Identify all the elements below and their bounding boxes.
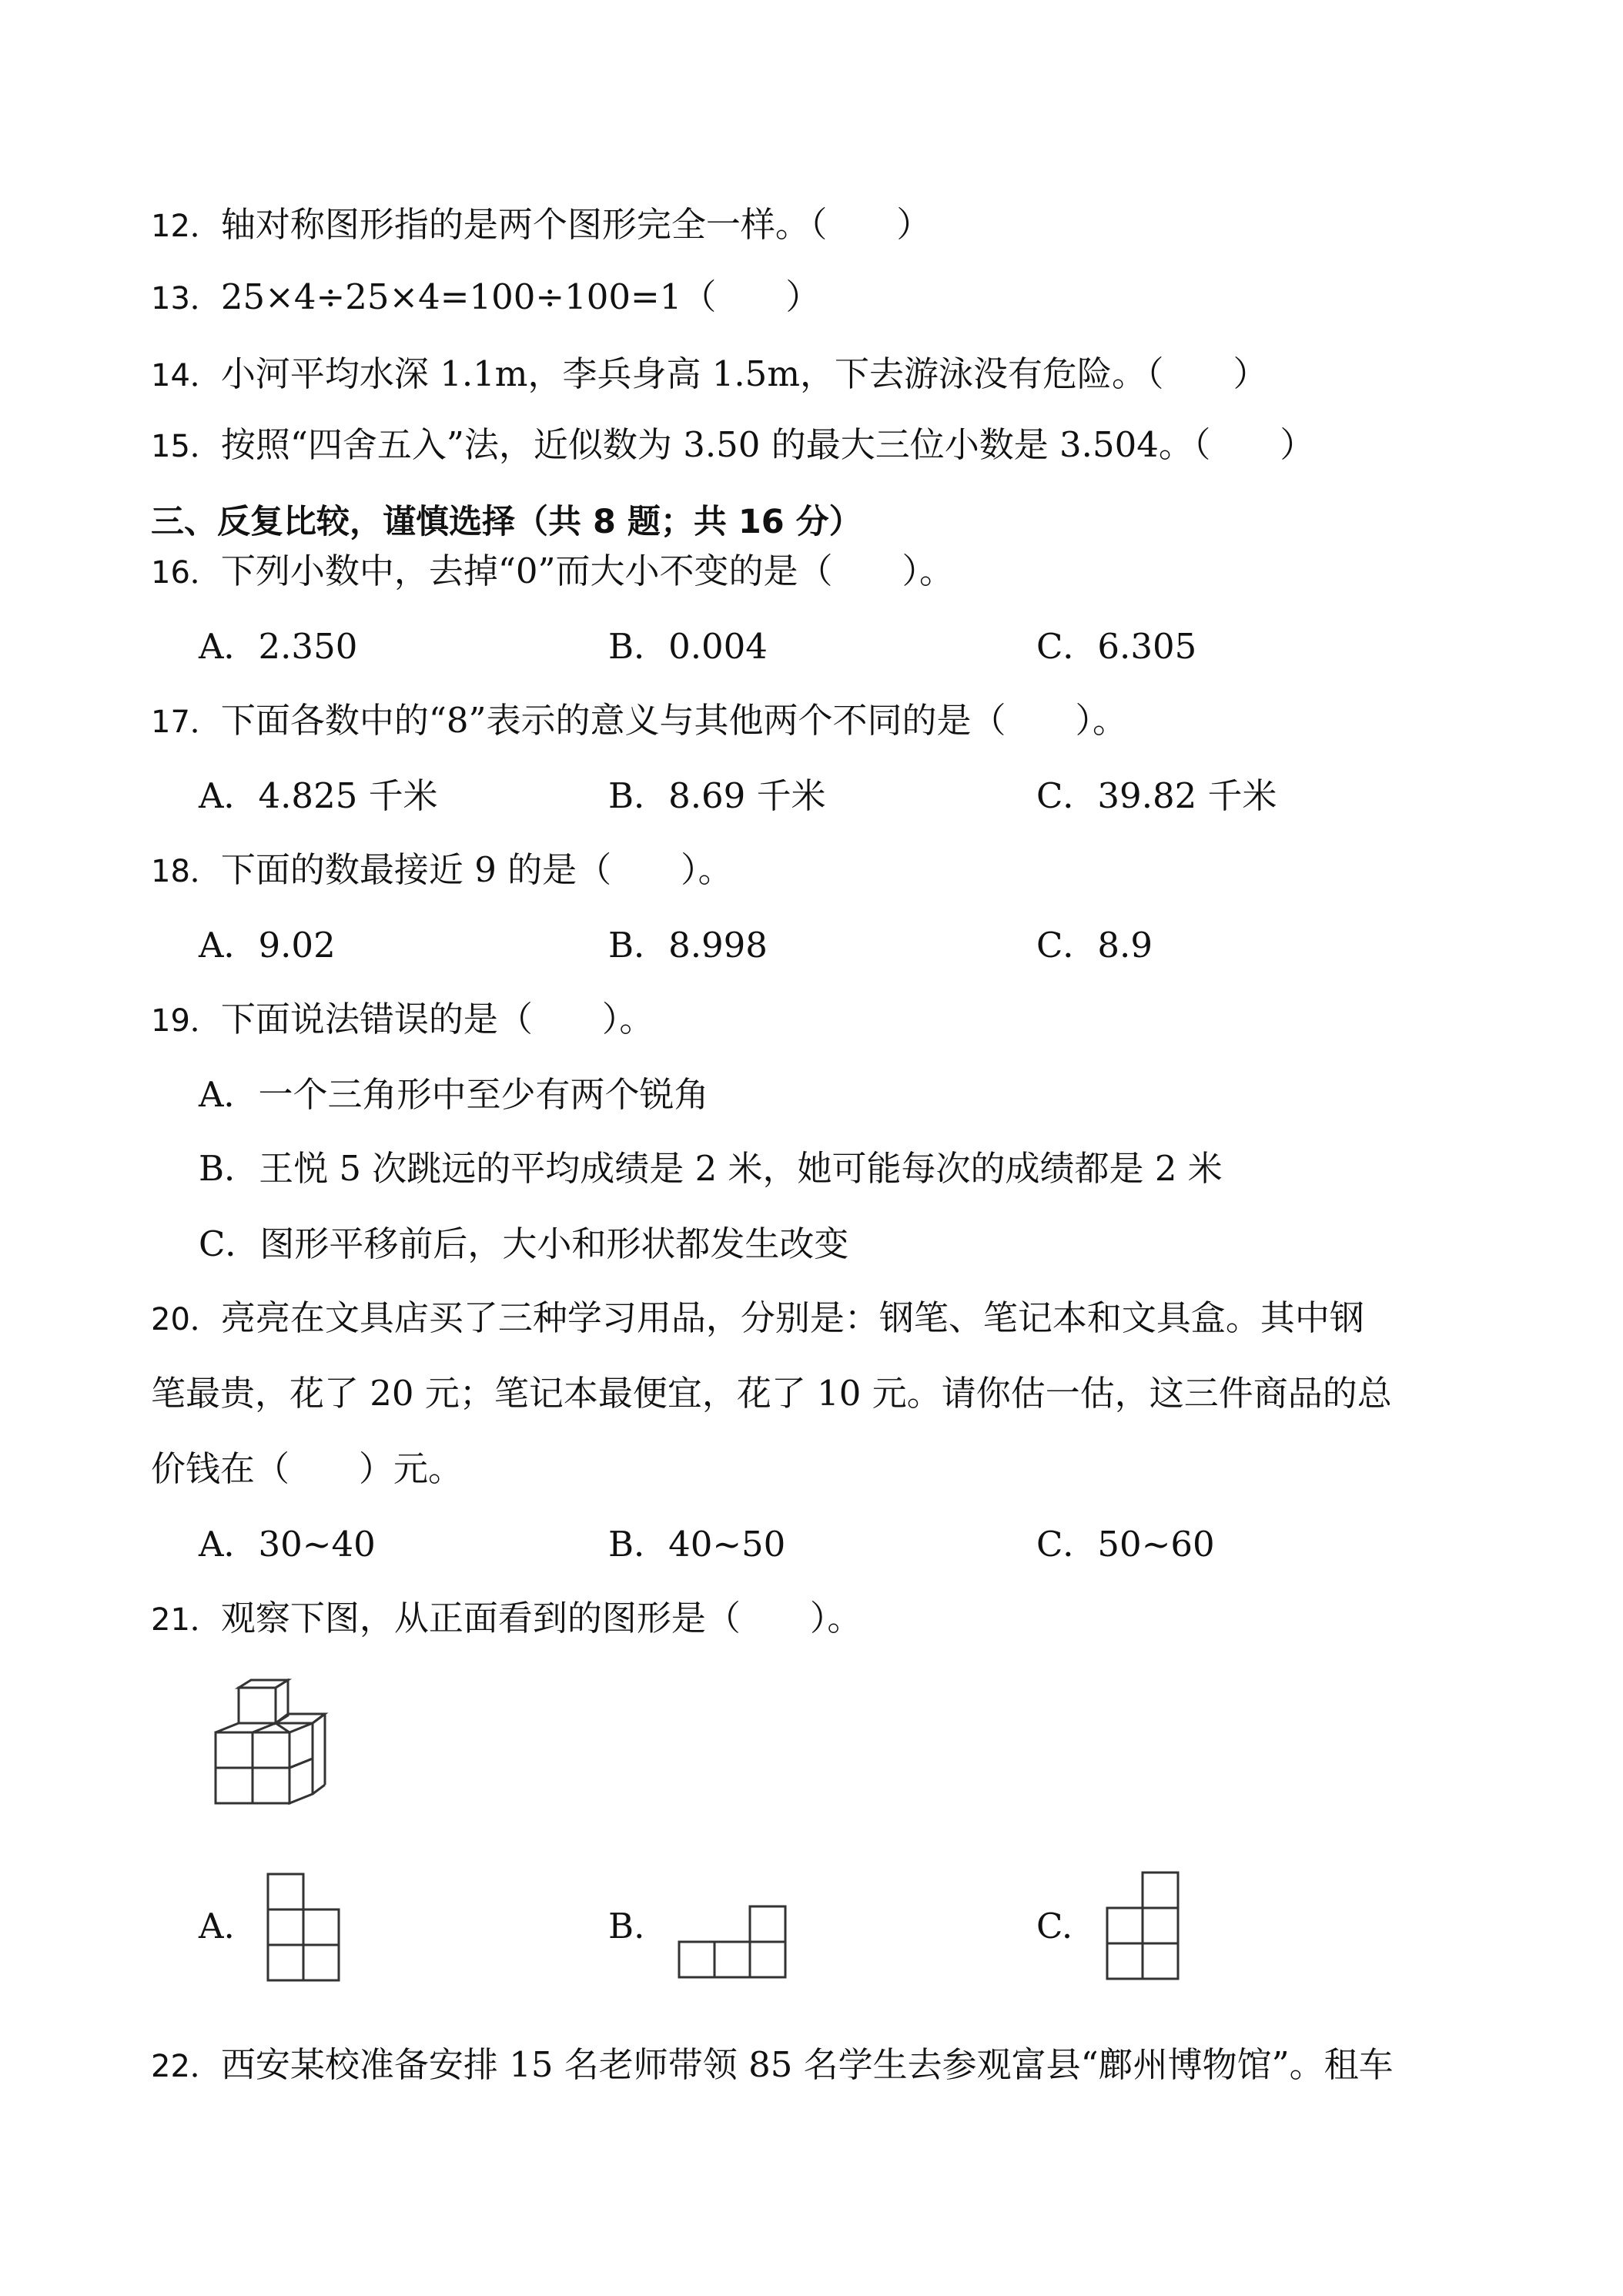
option-c-figure <box>1104 1871 1181 1983</box>
option-c: C．50~60 <box>1036 1524 1215 1565</box>
question-14 <box>151 351 1268 399</box>
option-a: A．30~40 <box>199 1524 376 1565</box>
question-number: 17． <box>151 705 221 740</box>
question-18 <box>151 847 733 895</box>
question-number: 14． <box>151 358 221 393</box>
option-b-figure <box>676 1905 788 1982</box>
question-number: 12． <box>151 209 221 244</box>
question-16 <box>151 548 954 596</box>
question-text: 小河平均水深 1.1m，李兵身高 1.5m，下去游泳没有危险。（ ） <box>220 353 1268 394</box>
question-20-line-3: 价钱在（ ）元。 <box>151 1448 463 1489</box>
question-19 <box>151 996 654 1044</box>
option-b: B．王悦 5 次跳远的平均成绩是 2 米，她可能每次的成绩都是 2 米 <box>199 1148 1223 1189</box>
question-15 <box>151 422 1314 470</box>
option-c: C．8.9 <box>1036 925 1153 966</box>
question-text: 按照“四舍五入”法，近似数为 3.50 的最大三位小数是 3.504。（ ） <box>220 424 1315 465</box>
option-a: A．4.825 千米 <box>199 775 438 816</box>
question-21 <box>151 1595 862 1643</box>
question-text: 下面各数中的“8”表示的意义与其他两个不同的是（ ）。 <box>220 700 1128 741</box>
question-text: 下列小数中，去掉“0”而大小不变的是（ ）。 <box>220 551 955 591</box>
question-text: 观察下图，从正面看到的图形是（ ）。 <box>220 1598 862 1638</box>
section-heading: 三、反复比较，谨慎选择（共 8 题；共 16 分） <box>151 503 862 541</box>
question-20-line-2: 笔最贵，花了 20 元；笔记本最便宜，花了 10 元。请你估一估，这三件商品的总 <box>151 1373 1392 1414</box>
question-text: 下面的数最接近 9 的是（ ）。 <box>220 849 733 890</box>
question-number: 20． <box>151 1302 221 1337</box>
option-c: C. <box>1036 1906 1073 1946</box>
cube-stack-figure <box>208 1678 339 1832</box>
option-a: A．9.02 <box>199 925 336 966</box>
option-a: A．2.350 <box>199 626 358 667</box>
question-13 <box>151 274 820 322</box>
option-b: B. <box>608 1906 645 1946</box>
question-text: 下面说法错误的是（ ）。 <box>220 999 654 1039</box>
option-b: B．0.004 <box>608 626 768 667</box>
option-c: C．图形平移前后，大小和形状都发生改变 <box>199 1223 849 1264</box>
option-b: B．8.69 千米 <box>608 775 826 816</box>
question-text-line-1: 亮亮在文具店买了三种学习用品，分别是：钢笔、笔记本和文具盒。其中钢 <box>220 1297 1364 1338</box>
question-number: 19． <box>151 1003 221 1039</box>
question-number: 15． <box>151 429 221 464</box>
question-number: 16． <box>151 555 221 591</box>
question-number: 21． <box>151 1602 221 1638</box>
option-b: B．8.998 <box>608 925 768 966</box>
question-17 <box>151 698 1127 745</box>
question-number: 22． <box>151 2049 221 2084</box>
question-number: 13． <box>151 281 221 316</box>
question-22 <box>151 2042 1394 2090</box>
question-number: 18． <box>151 854 221 889</box>
question-20 <box>151 1295 1364 1343</box>
question-text: 轴对称图形指的是两个图形完全一样。（ ） <box>220 204 932 245</box>
option-c: C．39.82 千米 <box>1036 775 1277 816</box>
question-text: 西安某校准备安排 15 名老师带领 85 名学生去参观富县“鄜州博物馆”。租车 <box>220 2044 1394 2085</box>
option-a: A. <box>199 1906 235 1946</box>
option-a: A．一个三角形中至少有两个锐角 <box>199 1074 709 1115</box>
question-text: 25×4÷25×4=100÷100=1（ ） <box>220 276 821 317</box>
option-a-figure <box>266 1873 343 1982</box>
option-c: C．6.305 <box>1036 626 1197 667</box>
option-b: B．40~50 <box>608 1524 786 1565</box>
question-12 <box>151 202 931 249</box>
